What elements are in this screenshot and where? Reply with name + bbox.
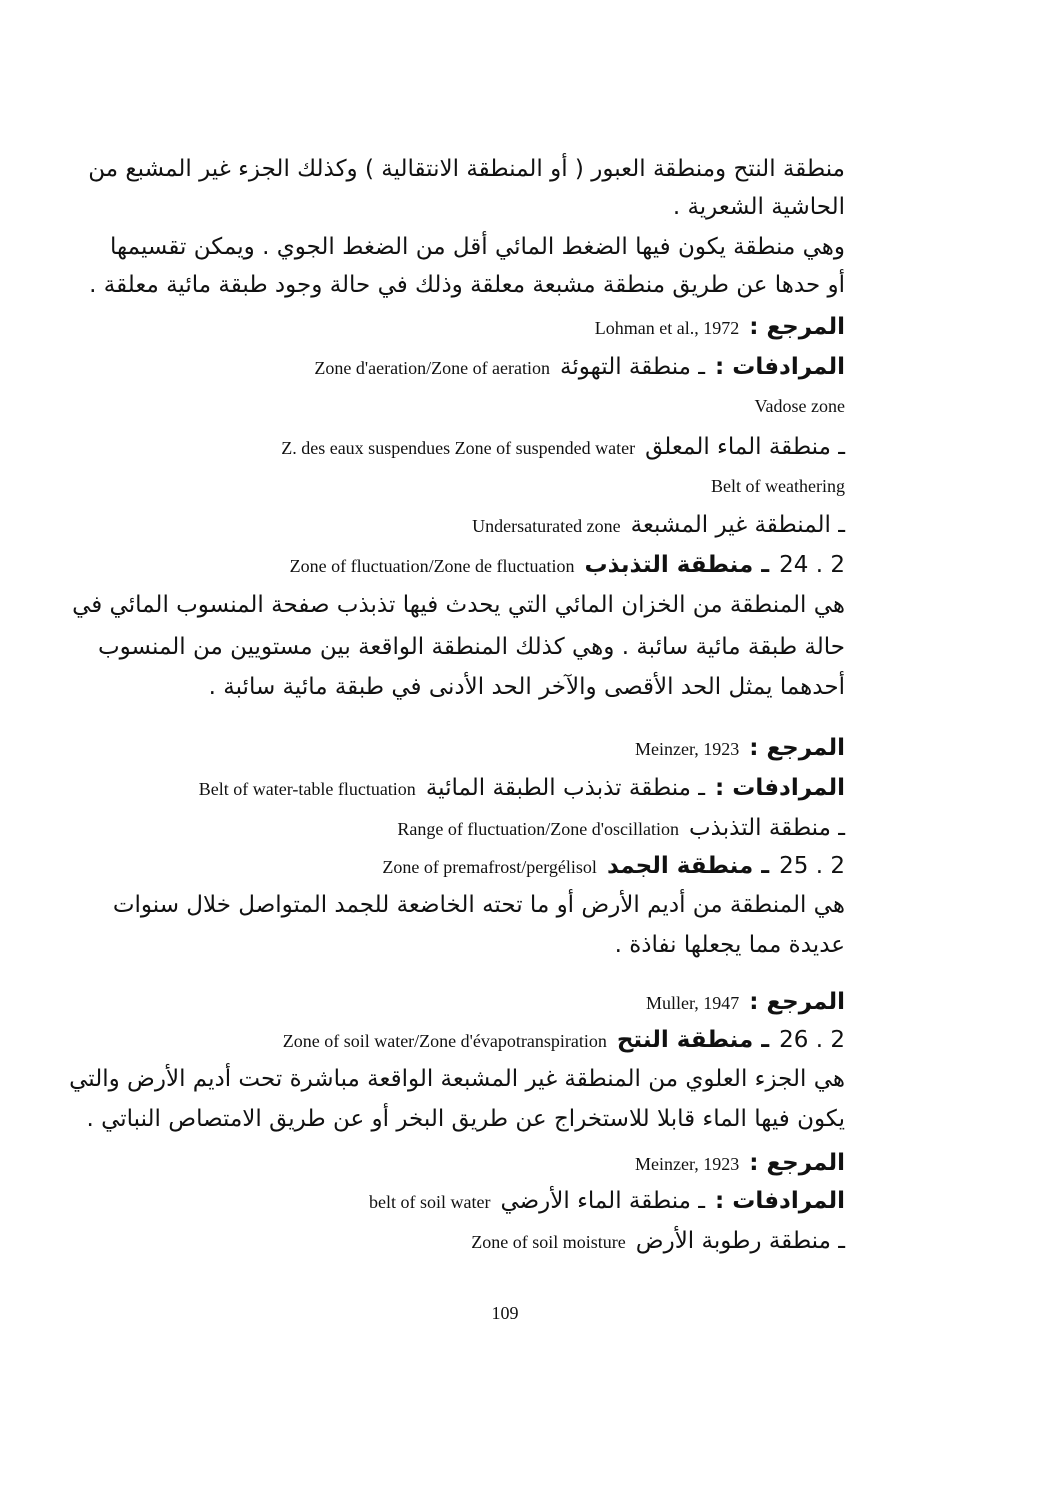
para1-line2: الحاشية الشعرية .: [672, 194, 845, 220]
section-heading: [382, 853, 845, 879]
synonym-arabic: ـ منطقة التهوئة: [560, 354, 706, 380]
reference-label: المرجع :: [749, 735, 845, 761]
section-heading: [290, 552, 845, 578]
section-text-line: يكون فيها الماء قابلا للاستخراج عن طريق البخر أو عن طريق الامتصاص النباتي .: [86, 1106, 845, 1132]
section-title: ـ منطقة التذبذب: [584, 552, 770, 578]
synonym-line: [397, 815, 845, 841]
section-text-line: أحدهما يمثل الحد الأقصى والآخر الحد الأدنى في طبقة مائية سائبة .: [208, 674, 845, 700]
synonyms-label: المرادفات :: [715, 1188, 845, 1214]
reference-line: [646, 989, 845, 1015]
synonym-english: Range of fluctuation/Zone d'oscillation: [397, 819, 679, 839]
reference-line: [635, 1150, 845, 1176]
synonym-arabic: ـ منطقة التذبذب: [689, 815, 845, 841]
synonym-english: Belt of water-table fluctuation: [198, 779, 416, 799]
synonym-arabic: ـ منطقة الماء المعلق: [645, 434, 845, 460]
synonym-line: [314, 354, 845, 380]
section-text-line: هي المنطقة من أديم الأرض أو ما تحته الخاضعة للجمد المتواصل خلال سنوات: [112, 892, 845, 918]
synonym-arabic: ـ منطقة الماء الأرضي: [500, 1188, 706, 1214]
synonym-line: [472, 512, 845, 538]
section-number: 25 . 2: [779, 853, 845, 879]
section-number: 24 . 2: [779, 552, 845, 578]
reference-value: Meinzer, 1923: [635, 1154, 740, 1174]
synonym-english: belt of soil water: [368, 1192, 491, 1212]
section-text-line: عديدة مما يجعلها نفاذة .: [614, 932, 845, 958]
synonym-line: [369, 1188, 845, 1214]
synonym-english: Belt of weathering: [711, 476, 845, 496]
synonym-english: Undersaturated zone: [472, 516, 621, 536]
synonyms-label: المرادفات :: [715, 354, 845, 380]
synonyms-label: المرادفات :: [715, 775, 845, 801]
synonym-arabic: ـ منطقة رطوبة الأرض: [635, 1228, 845, 1254]
section-text-line: حالة طبقة مائية سائبة . وهي كذلك المنطقة الواقعة بين مستويين من المنسوب: [97, 634, 845, 660]
section-text-line: هي المنطقة من الخزان المائي التي يحدث فيها تذبذب صفحة المنسوب المائي في: [72, 592, 845, 618]
reference-line: [635, 735, 845, 761]
reference-value: Meinzer, 1923: [635, 739, 740, 759]
synonym-english: Zone of soil moisture: [471, 1232, 626, 1252]
reference-value: Muller, 1947: [645, 993, 740, 1013]
section-title-english: Zone of soil water/Zone d'évapotranspiration: [282, 1031, 607, 1051]
reference-label: المرجع :: [749, 1150, 845, 1176]
reference-value: Lohman et al., 1972: [594, 318, 740, 338]
para2-line2: أو حدها عن طريق منطقة مشبعة معلقة وذلك في حالة وجود طبقة مائية معلقة .: [89, 272, 845, 298]
reference-label: المرجع :: [749, 314, 845, 340]
section-number: 26 . 2: [779, 1027, 845, 1053]
synonym-english: Zone d'aeration/Zone of aeration: [314, 358, 551, 378]
synonym-english: Vadose zone: [754, 396, 845, 416]
page-number: 109: [491, 1303, 519, 1323]
section-heading: [283, 1027, 845, 1053]
synonym-line: [281, 434, 845, 460]
para1-line1: منطقة النتح ومنطقة العبور ( أو المنطقة الانتقالية ) وكذلك الجزء غير المشبع من: [88, 156, 845, 182]
section-title-english: Zone of fluctuation/Zone de fluctuation: [289, 556, 575, 576]
reference-label: المرجع :: [749, 989, 845, 1015]
section-text-line: هي الجزء العلوي من المنطقة غير المشبعة الواقعة مباشرة تحت أديم الأرض والتي: [69, 1066, 845, 1092]
section-title: ـ منطقة الجمد: [606, 853, 770, 879]
section-title-english: Zone of premafrost/pergélisol: [382, 857, 597, 877]
para2-line1: وهي منطقة يكون فيها الضغط المائي أقل من الضغط الجوي . ويمكن تقسيمها: [110, 234, 845, 260]
synonym-line: [471, 1228, 845, 1254]
synonym-arabic: ـ المنطقة غير المشبعة: [630, 512, 845, 538]
section-title: ـ منطقة النتح: [616, 1027, 770, 1053]
synonym-english: Z. des eaux suspendues Zone of suspended water: [281, 438, 636, 458]
synonym-line: [199, 775, 845, 801]
reference-line: [595, 314, 845, 340]
synonym-arabic: ـ منطقة تذبذب الطبقة المائية: [425, 775, 706, 801]
